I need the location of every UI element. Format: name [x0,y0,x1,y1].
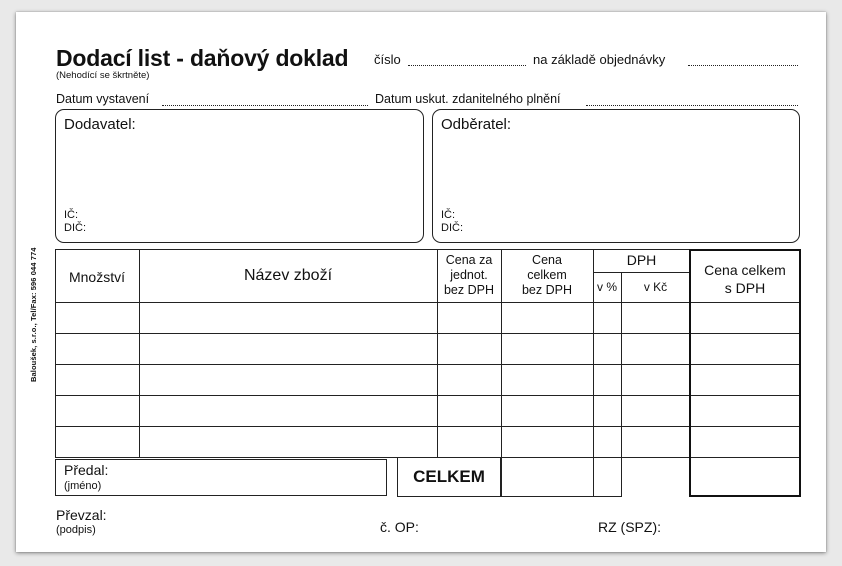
rz-label: RZ (SPZ): [598,519,661,535]
col-divider [621,273,622,497]
totals-bottom-line [501,496,621,497]
col-vat-pct-header: v % [596,280,617,294]
strike-note: (Nehodící se škrtněte) [56,70,150,81]
supplier-label: Dodavatel: [64,116,136,133]
col-vat-header: DPH [626,252,657,268]
col-total-incl-header: Cena celkem s DPH [704,262,786,296]
objednavka-field[interactable] [688,65,798,66]
prevzal-label: Převzal: [56,507,107,523]
col-name-header: Název zboží [243,267,333,284]
datum-uskut-label: Datum uskut. zdanitelného plnění [375,92,561,106]
customer-dic-label: DIČ: [441,222,463,234]
col-vat-czk-header: v Kč [643,280,668,294]
predal-sub: (jméno) [64,480,102,492]
col-total-excl-header: Cena celkem bez DPH [521,253,573,297]
supplier-ic-label: IČ: [64,209,79,221]
prevzal-sub: (podpis) [56,524,96,536]
op-label: č. OP: [380,519,419,535]
vat-header-divider [593,272,690,273]
supplier-box[interactable] [55,109,424,243]
customer-label: Odběratel: [441,116,512,133]
delivery-note-form [16,12,826,552]
datum-uskut-field[interactable] [586,105,798,106]
supplier-dic-label: DIČ: [64,222,86,234]
datum-vystaveni-field[interactable] [162,105,368,106]
col-quantity-header: Množství [68,269,125,285]
celkem-label: CELKEM [397,457,501,497]
side-contact-text: Baloušek, s.r.o., Tel/Fax: 596 044 774 [29,247,38,382]
customer-box[interactable] [432,109,800,243]
cislo-field[interactable] [408,65,526,66]
col-unit-price-header: Cena za jednot. bez DPH [443,253,495,297]
predal-label: Předal: [64,462,109,478]
total-incl-column[interactable] [689,249,801,497]
objednavka-label: na základě objednávky [533,52,666,67]
customer-ic-label: IČ: [441,209,456,221]
cislo-label: číslo [374,52,401,67]
datum-vystaveni-label: Datum vystavení [56,92,150,106]
col-divider [501,458,502,496]
form-title: Dodací list - daňový doklad [56,45,349,71]
predal-box[interactable] [55,459,387,496]
